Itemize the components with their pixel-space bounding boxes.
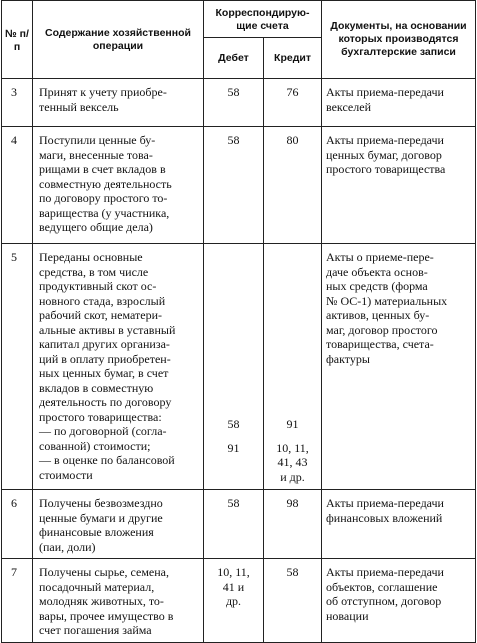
operation-description: Принят к учету приобре- тенный вексель — [33, 79, 204, 127]
header-corresponding-accounts: Корреспондирую-щие счета — [204, 1, 322, 38]
table-row — [2, 79, 476, 127]
table-row — [2, 559, 476, 643]
supporting-documents: Акты о приеме-пере- даче объекта основ- ных средств (форма № ОС-1) материальных активов, ценных бу- маг, договор простого товарищества, счета- фактуры — [322, 244, 476, 490]
table-row — [2, 490, 476, 559]
credit-account: 98 — [264, 490, 322, 559]
header-credit: Кредит — [264, 38, 322, 79]
supporting-documents: Акты приема-передачи финансовых вложений — [322, 490, 476, 559]
supporting-documents: Акты приема-передачи ценных бумаг, договор простого товарищества — [322, 127, 476, 244]
row-number: 4 — [2, 127, 33, 244]
spacer — [204, 250, 263, 417]
accounting-entries-table — [1, 0, 476, 643]
credit-account-book-value: 10, 11, 41, 43 и др. — [276, 440, 309, 484]
row-number: 7 — [2, 559, 33, 643]
row-number: 6 — [2, 490, 33, 559]
row-number: 5 — [2, 244, 33, 490]
header-number: № п/п — [2, 1, 33, 79]
table-header-row — [2, 1, 476, 38]
operation-description: Поступили ценные бу- маги, внесенные това- рищами в счет вкладов в совместную деятельность по договору простого то- варищества (у участника, ведущего общие дела) — [33, 127, 204, 244]
table-row — [2, 244, 476, 490]
credit-account: 76 — [264, 79, 322, 127]
header-debit: Дебет — [204, 38, 264, 79]
row-number: 3 — [2, 79, 33, 127]
credit-account: 80 — [264, 127, 322, 244]
accounting-table-page — [1, 0, 475, 643]
credit-account: 58 — [264, 559, 322, 643]
table-row — [2, 127, 476, 244]
spacer — [264, 432, 321, 441]
spacer — [264, 250, 321, 417]
debit-account-book-value: 91 — [227, 440, 240, 455]
credit-account-contract-value: 91 — [286, 417, 299, 431]
debit-account: 58 — [204, 490, 264, 559]
supporting-documents: Акты приема-передачи объектов, соглашение об отступном, договор новации — [322, 559, 476, 643]
credit-accounts-cell — [264, 244, 322, 490]
debit-account: 58 — [204, 127, 264, 244]
debit-accounts-cell — [204, 244, 264, 490]
header-operation-content: Содержание хозяйственной операции — [33, 1, 204, 79]
spacer — [204, 432, 263, 441]
header-documents: Документы, на основании которых производятся бухгалтерские записи — [322, 1, 476, 79]
debit-account-contract-value: 58 — [227, 417, 240, 431]
debit-account: 58 — [204, 79, 264, 127]
operation-description: Получены безвозмездно ценные бумаги и другие финансовые вложения (паи, доли) — [33, 490, 204, 559]
debit-account: 10, 11, 41 и др. — [204, 559, 264, 643]
operation-description: Получены сырье, семена, посадочный материал, молодняк животных, то- вары, прочее имущество в счет погашения займа — [33, 559, 204, 643]
supporting-documents: Акты приема-передачи векселей — [322, 79, 476, 127]
operation-description: Переданы основные средства, в том числе продуктивный скот ос- новного стада, взрослый рабочий скот, нематери- альные активы в уставный капитал других организа- ций в оплату приобретен- ных ценных бумаг, в счет вкладов в совместную деятельность по договору простого товарищества: — по договорной (согла- сованной) стоимости; — в оценке по балансовой стоимости — [33, 244, 204, 490]
